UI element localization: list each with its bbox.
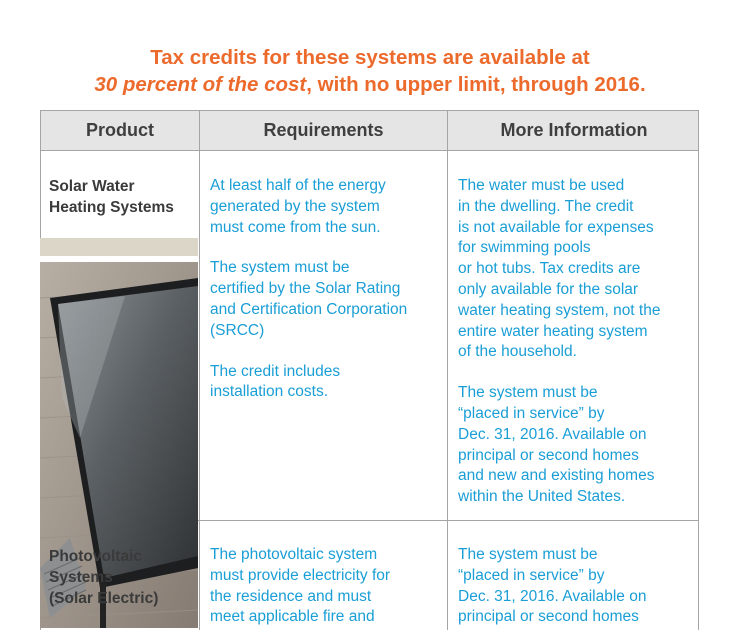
text-line: The system must be <box>210 259 350 277</box>
product-line: Solar Water <box>49 178 135 195</box>
text-line: generated by the system <box>210 197 380 215</box>
title-line-1: Tax credits for these systems are available at <box>150 46 590 69</box>
requirement-paragraph <box>210 258 445 341</box>
requirement-paragraph <box>210 545 445 628</box>
requirements-solar-water-heating <box>210 176 445 403</box>
header-product: Product <box>85 120 154 140</box>
product-line: Heating Systems <box>49 199 174 216</box>
more-info-photovoltaic <box>458 545 696 628</box>
text-line: meet applicable fire and <box>210 608 375 626</box>
column-divider-2 <box>447 110 448 630</box>
info-paragraph <box>458 383 696 508</box>
column-divider-1 <box>199 110 200 630</box>
text-line: (SRCC) <box>210 321 265 339</box>
title-line-2 <box>0 71 740 98</box>
text-line: Dec. 31, 2016. Available on <box>458 425 647 443</box>
table-border-right <box>698 110 699 630</box>
text-line: certified by the Solar Rating <box>210 280 401 298</box>
text-line: The credit includes <box>210 362 341 380</box>
title-line-2-rest: , with no upper limit, through 2016. <box>306 73 646 96</box>
text-line: The photovoltaic system <box>210 546 378 563</box>
title-emphasis: 30 percent of the cost <box>94 73 307 96</box>
product-line: (Solar Electric) <box>49 590 159 607</box>
text-line: At least half of the energy <box>210 177 386 194</box>
text-line: must come from the sun. <box>210 218 381 236</box>
text-line: in the dwelling. The credit <box>458 197 634 215</box>
text-line: only available for the solar <box>458 280 639 298</box>
text-line: the residence and must <box>210 587 372 605</box>
requirement-paragraph <box>210 362 445 404</box>
text-line: within the United States. <box>458 488 626 506</box>
product-line: Systems <box>49 569 113 586</box>
text-line: “placed in service” by <box>458 404 605 422</box>
text-line: The water must be used <box>458 177 625 194</box>
text-line: installation costs. <box>210 383 329 401</box>
requirement-paragraph <box>210 176 445 238</box>
page-title <box>0 44 740 98</box>
text-line: water heating system, not the <box>458 301 661 319</box>
product-solar-water-heating <box>49 176 174 218</box>
text-line: principal or second homes <box>458 608 639 626</box>
text-line: is not available for expenses <box>458 218 654 236</box>
text-line: Dec. 31, 2016. Available on <box>458 587 647 605</box>
header-requirements: Requirements <box>263 120 384 140</box>
info-paragraph <box>458 545 696 628</box>
info-paragraph <box>458 176 696 363</box>
requirements-photovoltaic <box>210 545 445 628</box>
text-line: of the household. <box>458 343 577 361</box>
text-line: entire water heating system <box>458 322 648 340</box>
text-line: and Certification Corporation <box>210 300 408 318</box>
table-header-row <box>40 110 699 151</box>
text-line: “placed in service” by <box>458 566 605 584</box>
header-more-information: More Information <box>500 120 648 140</box>
product-photovoltaic <box>49 546 158 609</box>
text-line: and new and existing homes <box>458 467 655 485</box>
product-line: Photovoltaic <box>49 548 143 565</box>
text-line: principal or second homes <box>458 446 639 464</box>
text-line: The system must be <box>458 384 598 402</box>
more-info-solar-water-heating <box>458 176 696 508</box>
text-line: or hot tubs. Tax credits are <box>458 260 641 278</box>
text-line: must provide electricity for <box>210 566 391 584</box>
tax-credit-table <box>40 110 699 630</box>
text-line: for swimming pools <box>458 239 591 257</box>
text-line: The system must be <box>458 546 598 563</box>
